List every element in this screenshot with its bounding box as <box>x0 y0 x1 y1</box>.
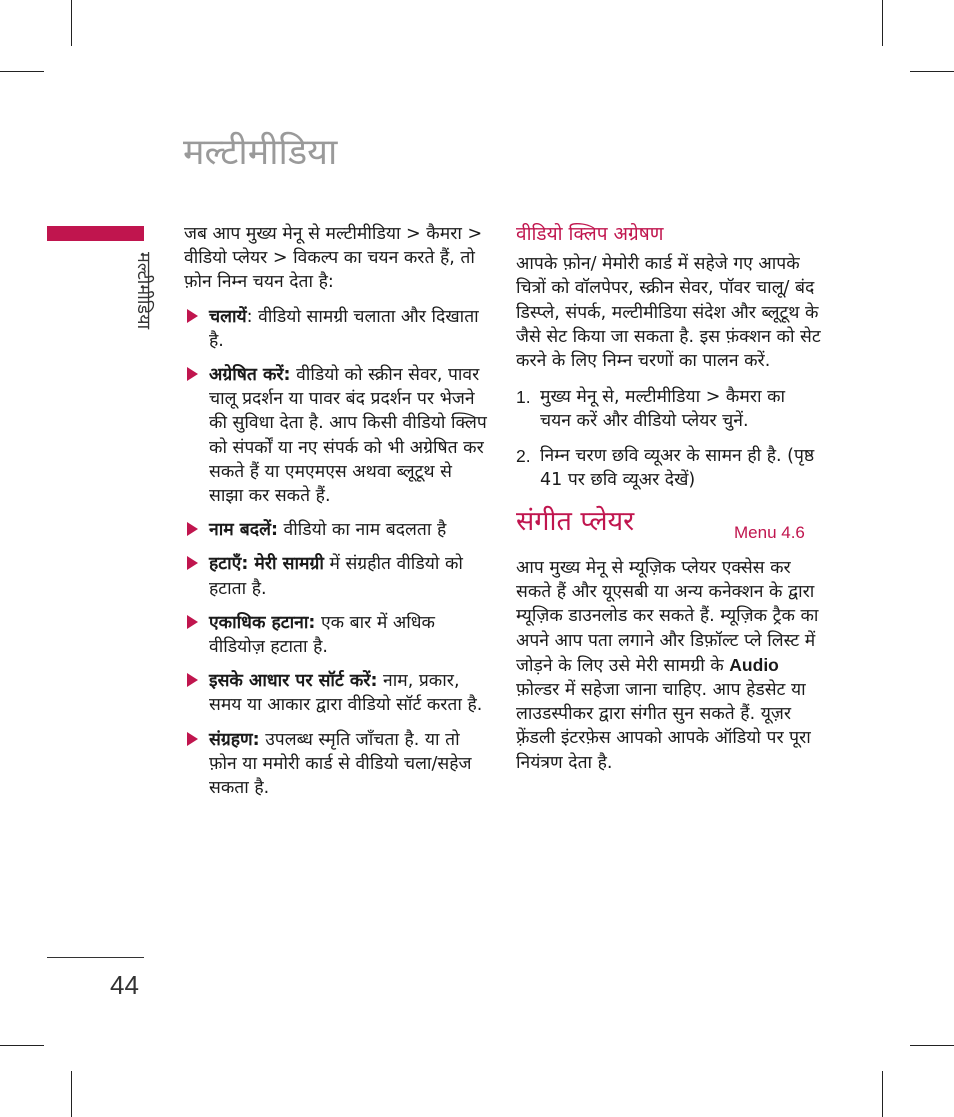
option-desc: नाम, प्रकार, समय या आकार द्वारा वीडियो सॉर्ट करता है. <box>209 671 483 716</box>
list-item <box>184 669 490 717</box>
crop-mark <box>0 1045 44 1046</box>
option-term: हटाएँ: मेरी सामग्री <box>209 554 324 575</box>
bullet-arrow-icon <box>187 367 198 381</box>
option-term: चलायें <box>209 306 247 327</box>
option-desc: : वीडियो सामग्री चलाता और दिखाता है. <box>209 306 479 351</box>
crop-mark <box>71 0 72 46</box>
list-item <box>184 611 490 659</box>
music-text: फ़ोल्डर में सहेजा जाना चाहिए. आप हेडसेट या लाउडस्पीकर द्वारा संगीत सुन सकते हैं. यूज़र फ़्रेंडली इंटरफ़ेस आपको आपके ऑडियो पर पूरा नियंत्रण देता है. <box>516 680 811 773</box>
option-desc: वीडियो को स्क्रीन सेवर, पावर चालू प्रदर्शन या पावर बंद प्रदर्शन पर भेजने की सुविधा देता है. आप किसी वीडियो क्लिप को संपर्कों या नए संपर्क को भी अग्रेषित कर सकते हैं या एमएमएस अथवा ब्लूटूथ से साझा कर सकते हैं. <box>209 365 487 507</box>
bullet-arrow-icon <box>187 615 198 629</box>
step-number: 2. <box>516 445 531 466</box>
section-title: संगीत प्लेयर <box>516 506 635 538</box>
music-paragraph <box>516 556 821 775</box>
bullet-arrow-icon <box>187 522 198 536</box>
bullet-arrow-icon <box>187 309 198 323</box>
step-number: 1. <box>516 387 531 408</box>
page-number-rule <box>47 957 144 958</box>
forward-paragraph: आपके फ़ोन/ मेमोरी कार्ड में सहेजे गए आपके चित्रों को वॉलपेपर, स्क्रीन सेवर, पॉवर चालू/ बंद डिस्प्ले, संपर्क, मल्टीमीडिया संदेश और ब्लूटूथ के जैसे सेट किया जा सकता है. इस फ़ंक्शन को सेट करने के लिए निम्न चरणों का पालन करें. <box>516 254 821 372</box>
list-item <box>184 363 490 508</box>
list-item <box>516 444 821 492</box>
left-column <box>184 222 490 810</box>
audio-folder-name: Audio <box>729 654 779 675</box>
side-tab-label: मल्टीमीडिया <box>133 252 154 330</box>
crop-mark <box>882 0 883 46</box>
menu-code: Menu 4.6 <box>734 523 805 543</box>
list-item <box>184 518 490 542</box>
page-title: मल्टीमीडिया <box>183 132 338 173</box>
option-desc: में संग्रहीत वीडियो को हटाता है. <box>209 554 463 599</box>
option-term: नाम बदलें: <box>209 520 278 541</box>
option-term: अग्रेषित करें: <box>209 365 291 386</box>
option-term: एकाधिक हटाना: <box>209 612 316 633</box>
option-term: इसके आधार पर सॉर्ट करें: <box>209 671 378 692</box>
subheading: वीडियो क्लिप अग्रेषण <box>516 223 664 245</box>
list-item <box>516 385 821 433</box>
option-desc: वीडियो का नाम बदलता है <box>277 520 447 541</box>
crop-mark <box>71 1071 72 1117</box>
bullet-arrow-icon <box>187 673 198 687</box>
option-term: संग्रहण: <box>209 729 260 750</box>
right-column <box>516 222 821 775</box>
option-desc: उपलब्ध स्मृति जाँचता है. या तो फ़ोन या ममोरी कार्ड से वीडियो चला/सहेज सकता है. <box>209 729 472 799</box>
crop-mark <box>910 71 954 72</box>
list-item <box>184 305 490 353</box>
crop-mark <box>882 1071 883 1117</box>
intro-paragraph: जब आप मुख्य मेनू से मल्टीमीडिया > कैमरा > वीडियो प्लेयर > विकल्प का चयन करते हैं, तो फ़ोन निम्न चयन देता है: <box>184 224 483 293</box>
list-item <box>184 552 490 600</box>
section-heading <box>516 506 821 548</box>
music-text: आप मुख्य मेनू से म्यूज़िक प्लेयर एक्सेस कर सकते हैं और यूएसबी या अन्य कनेक्शन के द्वारा म्यूज़िक डाउनलोड कर सकते हैं. म्यूज़िक ट्रैक का अपने आप पता लगाने और डिफ़ॉल्ट प्ले लिस्ट में जोड़ने के लिए उसे मेरी सामग्री के <box>516 558 819 676</box>
option-list <box>184 305 490 801</box>
page-number: 44 <box>110 970 139 1000</box>
crop-mark <box>0 71 44 72</box>
step-text: निम्न चरण छवि व्यूअर के सामन ही है. (पृष्ठ 41 पर छवि व्यूअर देखें) <box>540 445 815 490</box>
list-item <box>184 728 490 801</box>
crop-mark <box>910 1045 954 1046</box>
option-desc: एक बार में अधिक वीडियोज़ हटाता है. <box>209 612 435 658</box>
step-list <box>516 385 821 492</box>
bullet-arrow-icon <box>187 556 198 570</box>
step-text: मुख्य मेनू से, मल्टीमीडिया > कैमरा का चयन करें और वीडियो प्लेयर चुनें. <box>540 387 786 432</box>
bullet-arrow-icon <box>187 732 198 746</box>
side-tab-marker <box>47 226 144 241</box>
